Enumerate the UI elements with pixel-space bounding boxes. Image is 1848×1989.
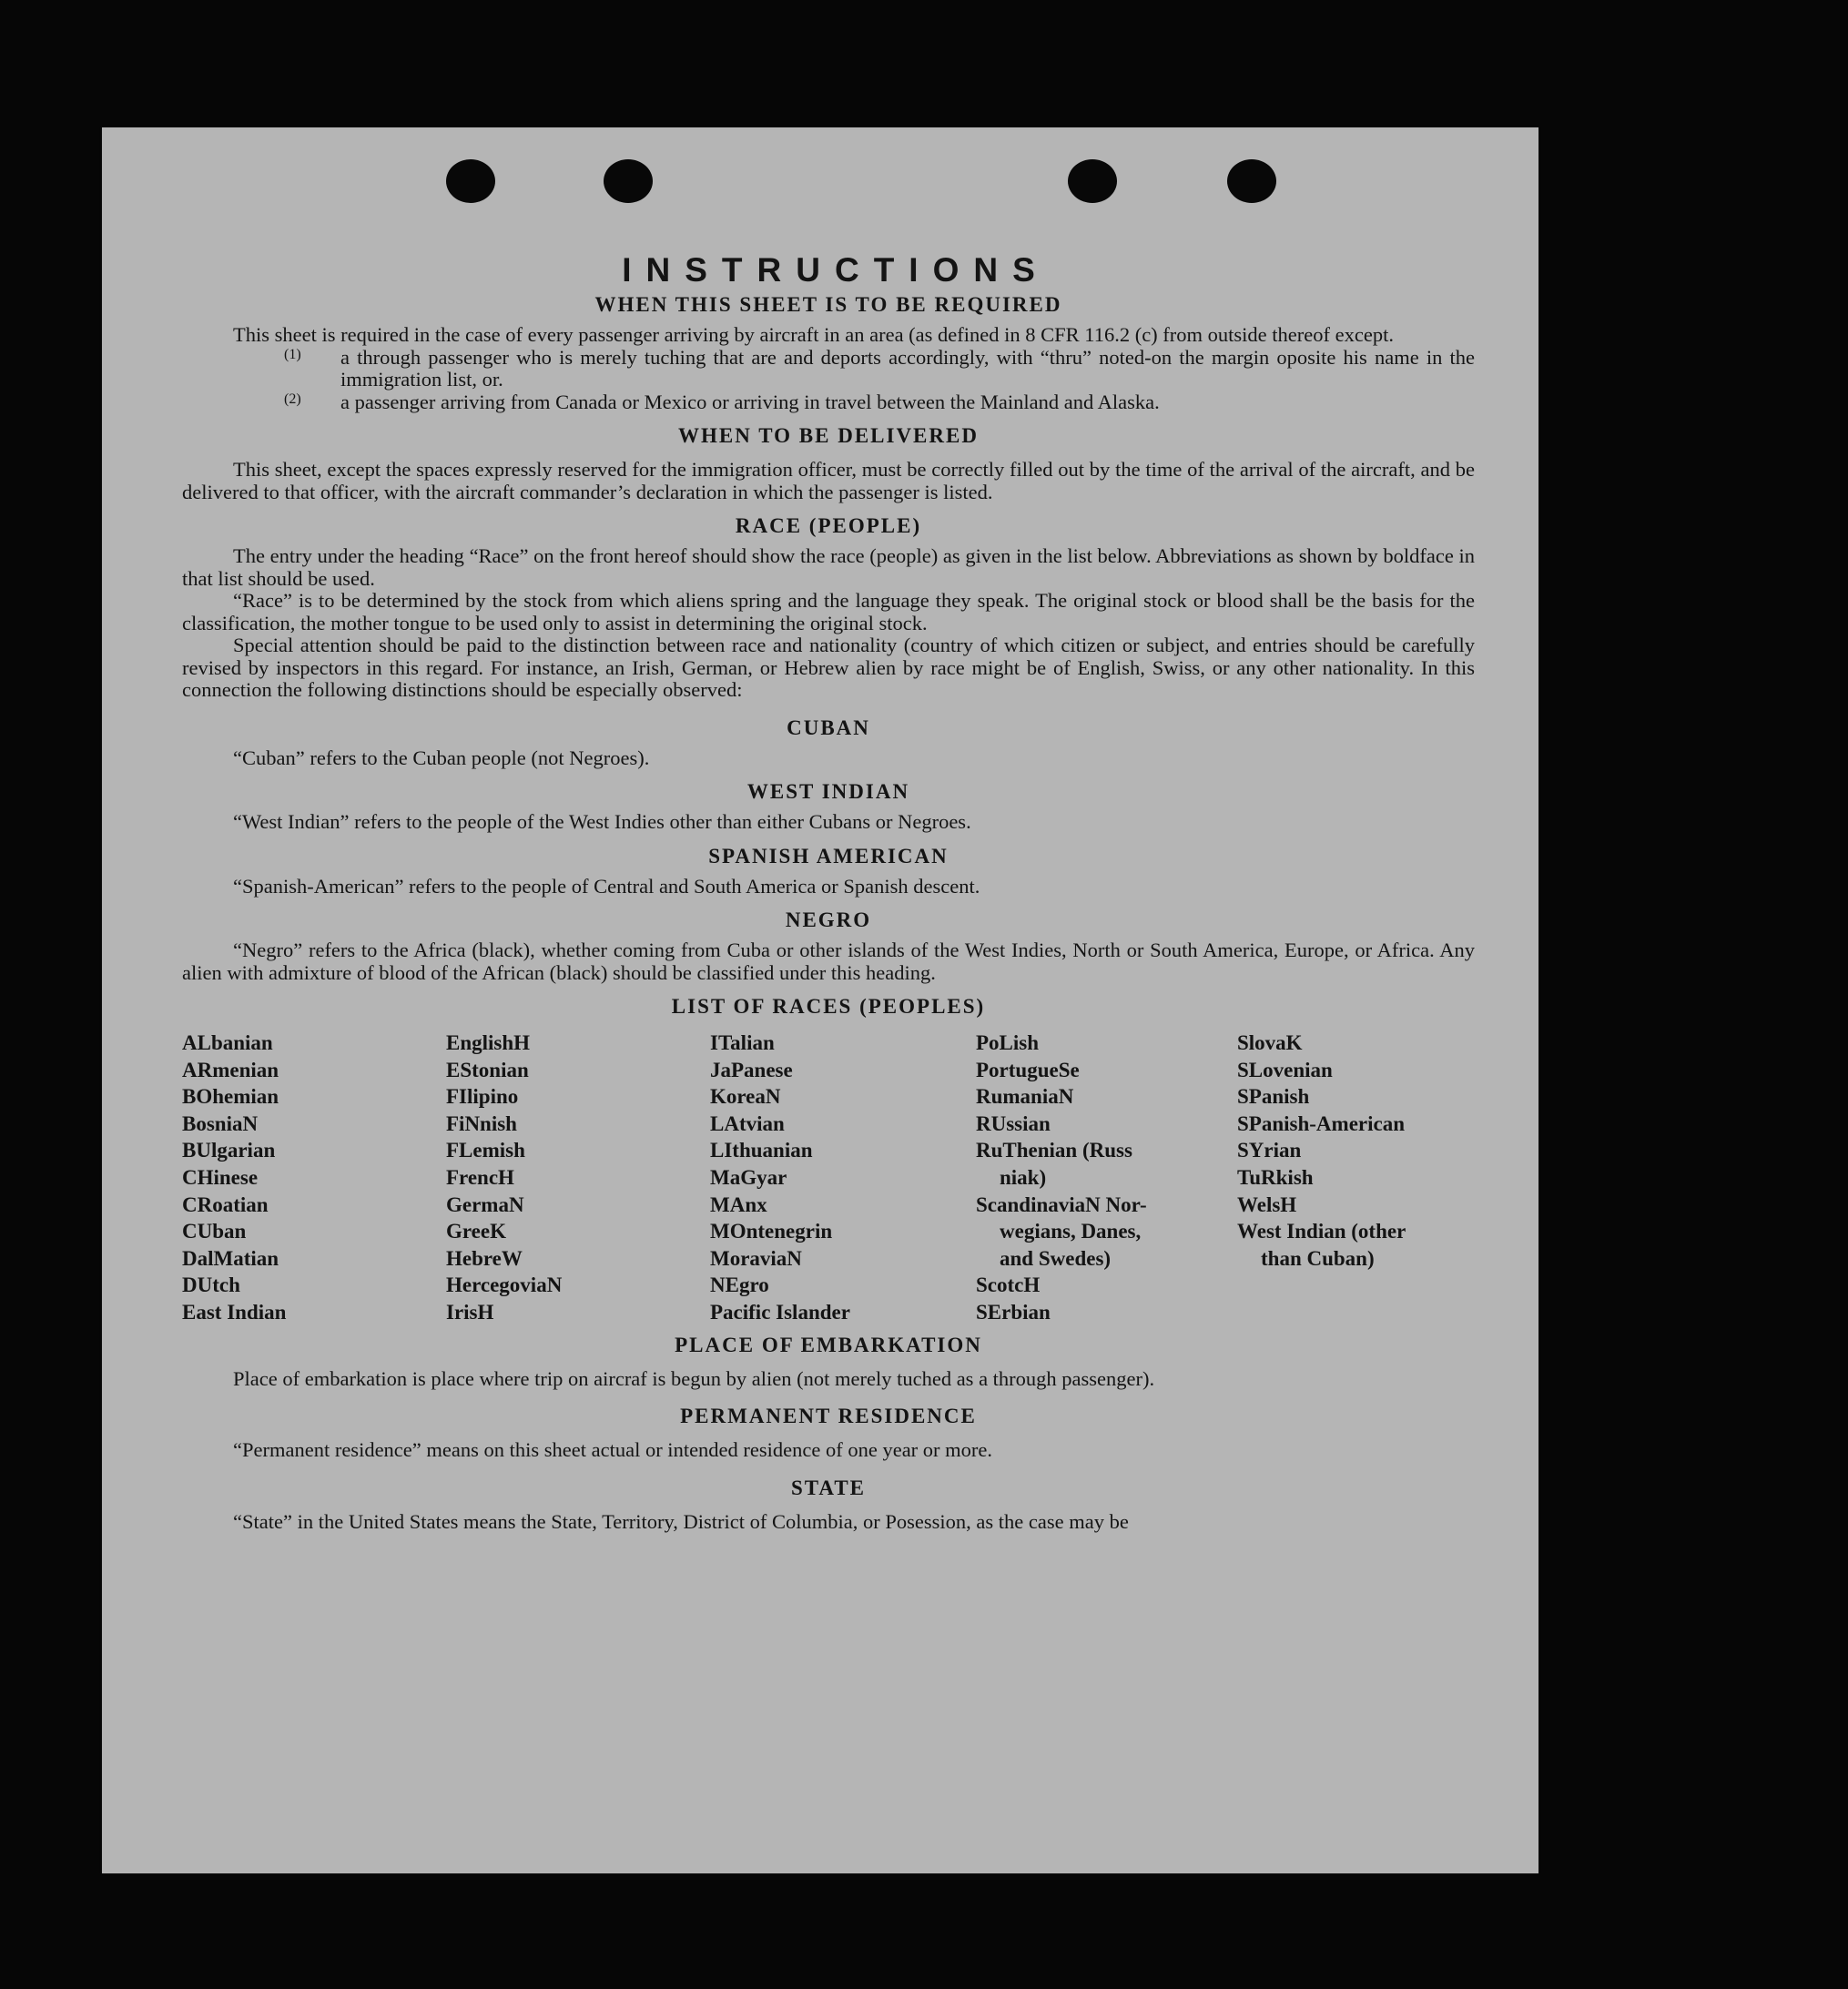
race-entry: LAtvian — [710, 1111, 785, 1135]
race-entry: MOntenegrin — [710, 1220, 833, 1243]
race-entry: SPanish-American — [1237, 1111, 1405, 1135]
punch-hole — [1068, 159, 1117, 203]
page-title: INSTRUCTIONS — [622, 251, 1050, 289]
instruction-sheet — [102, 127, 1538, 1873]
race-entry: SYrian — [1237, 1139, 1302, 1162]
race-entry: RuThenian (Russ — [976, 1139, 1132, 1162]
race-column — [710, 1030, 976, 1326]
exception-item — [182, 391, 1475, 414]
required-intro: This sheet is required in the case of every passenger arriving by aircraft in an area (as defined in 8 CFR 116.2 (c) from outside thereof except. — [233, 323, 1394, 346]
heading-permanent-residence: PERMANENT RESIDENCE — [680, 1405, 977, 1428]
race-entry: BUlgarian — [182, 1139, 276, 1162]
item-text: a through passenger who is merely tuching that are and deports accordingly, with “thru” noted-on the margin oposite his name in the immigration list, or. — [340, 345, 1475, 391]
heading-spanish-american: SPANISH AMERICAN — [708, 844, 949, 868]
race-entry: SLovenian — [1237, 1058, 1333, 1081]
heading-race: RACE (PEOPLE) — [735, 514, 922, 537]
race-column — [446, 1030, 710, 1326]
race-entry: MaGyar — [710, 1165, 787, 1189]
race-list — [182, 1030, 1475, 1326]
heading-west-indian: WEST INDIAN — [746, 780, 910, 803]
race-entry: BosniaN — [182, 1111, 259, 1135]
race-entry: HebreW — [446, 1246, 523, 1270]
race-entry: BOhemian — [182, 1085, 279, 1109]
race-entry: TuRkish — [1237, 1165, 1314, 1189]
punch-hole — [446, 159, 495, 203]
residence-text: “Permanent residence” means on this sheet actual or intended residence of one year or more. — [233, 1438, 993, 1462]
negro-text: “Negro” refers to the Africa (black), whether coming from Cuba or other islands of the West Indies, North or South America, Europe, or Africa. Any alien with admixture of blood of the African (black) should be classified under this heading. — [182, 939, 1475, 984]
item-number: (2) — [284, 391, 301, 407]
exception-item — [182, 347, 1475, 391]
race-entry: KoreaN — [710, 1085, 781, 1109]
embarkation-text: Place of embarkation is place where trip on aircraf is begun by alien (not merely tuched as a through passenger). — [233, 1366, 1155, 1390]
heading-negro: NEGRO — [785, 908, 872, 931]
race-entry: MAnx — [710, 1192, 767, 1216]
punch-hole — [604, 159, 653, 203]
item-text: a passenger arriving from Canada or Mexico or arriving in travel between the Mainland and Alaska. — [340, 390, 1160, 413]
race-entry: WelsH — [1237, 1192, 1297, 1216]
race-entry: GreeK — [446, 1220, 506, 1243]
race-entry: ScandinaviaN Nor- — [976, 1192, 1147, 1216]
race-entry-continuation: than Cuban) — [1261, 1246, 1375, 1270]
race-paragraph: Special attention should be paid to the distinction between race and nationality (country of which citizen or subject, and entries should be carefully revised by inspectors in this regard. For instance, an Irish, German, or Hebrew alien by race might be of English, Swiss, or any other nationality. In this connection the following distinctions should be especially observed: — [182, 634, 1475, 701]
race-entry: CRoatian — [182, 1192, 269, 1216]
race-entry: CHinese — [182, 1165, 259, 1189]
race-entry: FrencH — [446, 1165, 514, 1189]
race-entry: CUban — [182, 1220, 247, 1243]
race-entry: RUssian — [976, 1111, 1051, 1135]
heading-when-required: WHEN THIS SHEET IS TO BE REQUIRED — [594, 293, 1062, 316]
heading-cuban: CUBAN — [787, 715, 870, 739]
race-entry: SErbian — [976, 1300, 1051, 1324]
state-text: “State” in the United States means the State, Territory, District of Columbia, or Posession, as the case may be — [233, 1509, 1129, 1533]
race-entry: FiNnish — [446, 1111, 517, 1135]
race-entry: IrisH — [446, 1300, 494, 1324]
race-entry-continuation: niak) — [1000, 1165, 1047, 1189]
race-entry: DUtch — [182, 1274, 240, 1297]
race-entry: JaPanese — [710, 1058, 793, 1081]
race-entry: PoLish — [976, 1031, 1040, 1054]
race-entry: East Indian — [182, 1300, 287, 1324]
race-entry: DalMatian — [182, 1246, 279, 1270]
race-paragraph: “Race” is to be determined by the stock from which aliens spring and the language they speak. The original stock or blood shall be the basis for the classification, the mother tongue to be used only to assist in determining the original stock. — [182, 589, 1475, 634]
race-entry: MoraviaN — [710, 1246, 802, 1270]
punch-hole — [1227, 159, 1276, 203]
race-column — [182, 1030, 446, 1326]
heading-state: STATE — [790, 1476, 866, 1499]
item-number: (1) — [284, 346, 301, 362]
race-entry: ALbanian — [182, 1031, 273, 1054]
race-entry: RumaniaN — [976, 1085, 1074, 1109]
race-entry: SPanish — [1237, 1085, 1310, 1109]
race-entry: PortugueSe — [976, 1058, 1080, 1081]
race-entry: ARmenian — [182, 1058, 279, 1081]
race-entry: FLemish — [446, 1139, 525, 1162]
race-entry: LIthuanian — [710, 1139, 813, 1162]
spanish-american-text: “Spanish-American” refers to the people of Central and South America or Spanish descent. — [233, 874, 980, 898]
sheet-content — [182, 249, 1475, 1533]
race-entry: NEgro — [710, 1274, 769, 1297]
race-entry: West Indian (other — [1237, 1220, 1406, 1243]
heading-place-of-embarkation: PLACE OF EMBARKATION — [675, 1333, 982, 1356]
race-entry-continuation: wegians, Danes, — [1000, 1220, 1142, 1243]
west-indian-text: “West Indian” refers to the people of the West Indies other than either Cubans or Negroes. — [233, 810, 971, 833]
race-entry: Pacific Islander — [710, 1300, 850, 1324]
race-entry: ITalian — [710, 1031, 775, 1054]
race-entry: EnglishH — [446, 1031, 531, 1054]
race-column — [976, 1030, 1237, 1326]
race-column — [1237, 1030, 1475, 1326]
race-entry: SlovaK — [1237, 1031, 1303, 1054]
race-entry: EStonian — [446, 1058, 529, 1081]
race-paragraph: The entry under the heading “Race” on the front hereof should show the race (people) as given in the list below. Abbreviations as shown by boldface in that list should be used. — [182, 544, 1475, 590]
race-entry: ScotcH — [976, 1274, 1041, 1297]
race-entry: HercegoviaN — [446, 1274, 563, 1297]
race-entry: GermaN — [446, 1192, 524, 1216]
cuban-text: “Cuban” refers to the Cuban people (not Negroes). — [233, 746, 650, 769]
delivered-text: This sheet, except the spaces expressly reserved for the immigration officer, must be correctly filled out by the time of the arrival of the aircraft, and be delivered to that officer, with the aircraft commander’s declaration in which the passenger is listed. — [182, 458, 1475, 503]
heading-when-delivered: WHEN TO BE DELIVERED — [678, 424, 979, 447]
heading-list-of-races: LIST OF RACES (PEOPLES) — [671, 995, 986, 1018]
race-entry: FIlipino — [446, 1085, 519, 1109]
race-entry-continuation: and Swedes) — [1000, 1246, 1112, 1270]
